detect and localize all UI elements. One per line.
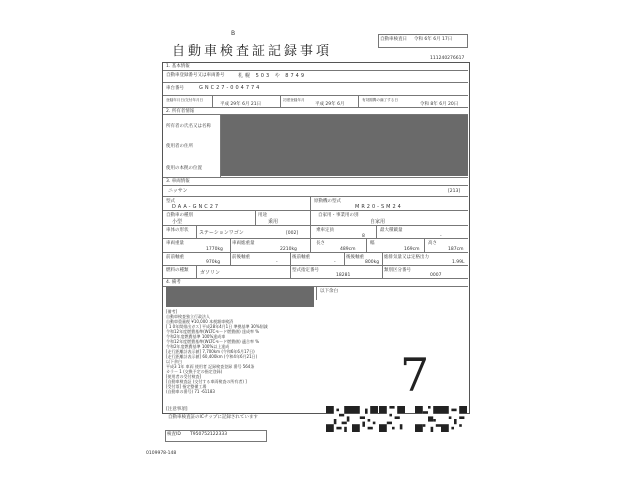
front-axle-value: 970kg xyxy=(206,260,221,265)
vin-label: 車台番号 xyxy=(166,86,184,91)
note-line: 自動車検査独立行政法人 xyxy=(166,314,210,319)
note-line: [ 1 0年間排出ガス] 平成28年4月1日 準拠基準 30%削減 xyxy=(166,324,268,329)
qr-code-icon xyxy=(415,406,441,432)
front-axle-label: 前前軸重 xyxy=(166,255,184,260)
body-code: [002] xyxy=(286,231,299,236)
section1-heading: 1. 基本情報 xyxy=(166,64,190,69)
kind-value: 小型 xyxy=(172,219,183,225)
notes-redaction xyxy=(166,287,314,307)
plate-value: 札幌 503 や 8749 xyxy=(238,73,307,79)
qr-code-icon xyxy=(441,406,467,432)
class-no-value: 0007 xyxy=(430,273,442,278)
maker-value: ニッサン xyxy=(168,188,188,194)
document-title: 自動車検査証記録事項 xyxy=(172,44,333,59)
engine-label: 原動機の型式 xyxy=(314,199,341,204)
fuel-value: ガソリン xyxy=(200,270,221,276)
qr-code-icon xyxy=(326,406,352,432)
user-address-label: 使用者の住所 xyxy=(166,144,193,149)
page-code: 0109978-148 xyxy=(146,451,177,456)
rear-front-value: - xyxy=(334,260,336,265)
use-value: 乗用 xyxy=(268,219,279,225)
displacement-value: 1.99L xyxy=(452,260,465,265)
note-line: 令和12年度燃費基準(WLTCモード燃費値) 達成率 % xyxy=(166,329,260,334)
note-line: [使用者の受付検査] xyxy=(166,374,202,379)
qr-code-icon xyxy=(352,406,378,432)
note-line: 令和2年度燃費基準 100%達成車 xyxy=(166,334,226,339)
length-label: 長さ xyxy=(316,241,325,246)
weight-value: 1770kg xyxy=(206,247,223,252)
note-line: [受付票] 指定整備工場 xyxy=(166,384,207,389)
owner-info-redaction xyxy=(221,115,468,176)
note-line: [備考] xyxy=(166,309,178,314)
gross-value: 2210kg xyxy=(280,247,297,252)
first-reg-label: 登録年月日/交付年月日 xyxy=(166,98,204,102)
kind-label: 自動車の種別 xyxy=(166,213,193,218)
note-line: 令和2年度燃費基準 100%以上達成 xyxy=(166,344,230,349)
front2-value: - xyxy=(276,260,278,265)
fuel-label: 燃料の種類 xyxy=(166,268,189,273)
body-value: ステーションワゴン xyxy=(199,230,244,236)
note-line: 令和12年度燃費基準(WLTCモード燃費値) 適合率 % xyxy=(166,339,260,344)
height-label: 高さ xyxy=(428,241,437,246)
displacement-label: 総排気量又は定格出力 xyxy=(384,255,429,260)
max-load-value: - xyxy=(440,234,442,239)
section3-heading: 3. 車両情報 xyxy=(166,179,190,184)
note-line: 自動車重量税 ¥10,000 本税額車検済 xyxy=(166,319,234,324)
note-line: カラー 1 (交換予定の指定登録) xyxy=(166,369,223,374)
note-line: [自動車検査証 (交付する車両検査の所有者) ] xyxy=(166,379,247,384)
footer-heading: [注意事項] xyxy=(166,407,188,412)
capacity-value: 8 xyxy=(362,234,365,239)
note-line: [走行距離計表示値] 60,400km (令和4年6月21日) xyxy=(166,354,258,359)
expiry-value: 令和 8年 6月 20日 xyxy=(420,102,459,107)
note-line: [走行距離計表示値] 7,700km (令和6年6月17日) xyxy=(166,349,255,354)
serial-number: 111240276617 xyxy=(430,56,465,61)
note-line: (自動車の番号) 71 -61183 xyxy=(166,389,215,394)
section4-heading: 4. 備考 xyxy=(166,280,181,285)
width-value: 169cm xyxy=(404,247,420,252)
first-year-label: 初度登録年月 xyxy=(283,98,305,102)
qr-code-icon xyxy=(379,406,405,432)
rear-axle-value: 800kg xyxy=(365,260,380,265)
class-no-label: 類別区分番号 xyxy=(384,268,411,273)
width-label: 幅 xyxy=(370,241,375,246)
length-value: 489cm xyxy=(340,247,356,252)
model-label: 型式 xyxy=(166,199,175,204)
weight-label: 車両重量 xyxy=(166,241,184,246)
footer-note: 自動車検査証のICチップに記録されています xyxy=(168,415,258,420)
use-label: 用途 xyxy=(258,213,267,218)
doc-id-label: 検査ID xyxy=(167,432,181,437)
capacity-label: 乗車定員 xyxy=(316,228,334,233)
form-mark: B xyxy=(231,30,236,37)
vin-value: GNC27-004774 xyxy=(199,85,262,91)
rear-front-label: 後前軸重 xyxy=(292,255,310,260)
gross-label: 車両総重量 xyxy=(232,241,255,246)
rear-axle-label: 後後軸重 xyxy=(346,255,364,260)
expiry-label: 有効期間の満了する日 xyxy=(362,98,398,102)
doc-id-value: T950752122333 xyxy=(190,432,228,437)
owner-label: 所有者の氏名又は名称 xyxy=(166,124,211,129)
engine-value: MR20-SM24 xyxy=(355,204,403,210)
first-reg-value: 平成 29年 6月 21日 xyxy=(220,102,262,107)
plate-label: 自動車登録番号又は車両番号 xyxy=(166,73,225,78)
max-load-label: 最大積載量 xyxy=(380,228,403,233)
maker-code: [213] xyxy=(448,189,461,194)
notes-block xyxy=(166,309,268,394)
note-line: 以下余白 xyxy=(166,359,182,364)
body-label: 車体の形状 xyxy=(166,228,189,233)
model-value: DAA-GNC27 xyxy=(172,204,221,210)
section2-heading: 2. 所有者情報 xyxy=(166,109,195,114)
note-line: 平成3 1年 車両 使用者 記録検査登録 番号 564条 xyxy=(166,364,255,369)
issue-date-label: 自動車検査日 xyxy=(380,37,407,42)
first-year-value: 平成 29年 6月 xyxy=(315,102,345,107)
base-location-label: 使用の本拠の位置 xyxy=(166,166,202,171)
issue-date-value: 令和 6年 6月 17日 xyxy=(414,37,453,42)
type-no-label: 型式指定番号 xyxy=(292,268,319,273)
type-no-value: 18281 xyxy=(336,273,351,278)
front2-label: 前後軸重 xyxy=(232,255,250,260)
height-value: 187cm xyxy=(448,247,464,252)
handwritten-number: 7 xyxy=(400,348,430,402)
purpose-value: 自家用 xyxy=(370,219,386,225)
user-id-label: 以下余白 xyxy=(320,289,338,294)
purpose-label: 自家用・事業用の別 xyxy=(318,213,359,218)
